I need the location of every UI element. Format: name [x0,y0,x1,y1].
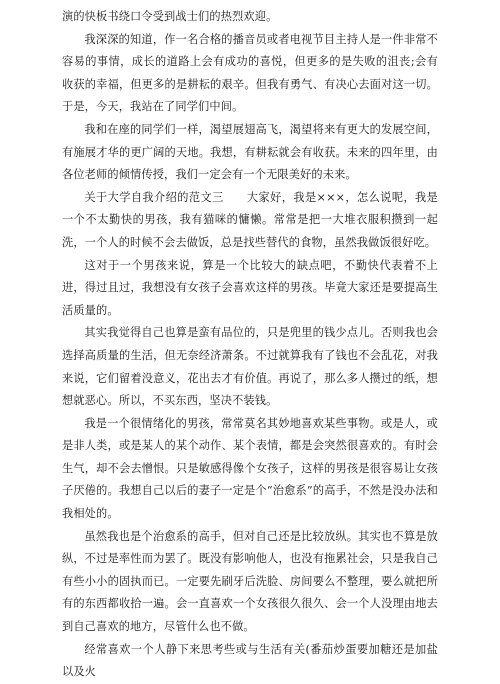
paragraph-6: 其实我觉得自己也算是蛮有品位的，只是兜里的钱少点儿。否则我也会选择高质量的生活，但无奈经济萧条。不过就算我有了钱也不会乱花，对我来说，它们留着没意义，花出去才有价值。再说了，那么多人攒过的纸，想想就恶心。所以，不买东西，坚决不装钱。 [62,326,438,408]
paragraph-3: 我和在座的同学们一样，渴望展翅高飞，渴望将来有更大的发展空间，有施展才华的更广阔的天地。我想，有耕耘就会有收获。未来的四年里，由各位老师的倾情传授，我们一定会有一个无限美好的未来。 [62,122,438,182]
paragraph-7: 我是一个很情绪化的男孩，常常莫名其妙地喜欢某些事物。或是人，或是非人类，或是某人的某个动作、某个表情，都是会突然很喜欢的。有时会生气，却不会去憎恨。只是敏感得像个女孩子，这样的男孩是很容易让女孩子厌倦的。我想自己以后的妻子一定是个“治愈系”的高手，不然是没办法和我相处的。 [62,416,438,521]
paragraph-1: 演的快板书绕口令受到战士们的热烈欢迎。 [62,10,278,23]
paragraph-4: 关于大学自我介绍的范文三 大家好，我是×××，怎么说呢，我是一个不太勤快的男孩，我有猫咪的慵懒。常常是把一大堆衣服积攒到一起洗，一个人的时候不会去做饭，总是找些替代的食物，虽然我做饭很好吃。 [62,190,438,249]
paragraph-5: 这对于一个男孩来说，算是一个比较大的缺点吧，不勤快代表着不上进，得过且过，我想没有女孩子会喜欢这样的男孩。毕竟大家还是要提高生活质量的。 [62,258,438,317]
paragraph-8: 虽然我也是个治愈系的高手，但对自己还是比较放纵。其实也不算是放纵，不过是率性而为罢了。既没有影响他人，也没有拖累社会，只是我自己有些小小的固执而已。一定要先刷牙后洗脸、房间要么不整理，要么就把所有的东西都收拾一遍。会一直喜欢一个女孩很久很久、会一个人没理由地去到自己喜欢的地方，尽管什么也不做。 [62,529,438,634]
paragraph-2: 我深深的知道，作一名合格的播音员或者电视节目主持人是一件非常不容易的事情，成长的道路上会有成功的喜悦，但更多的是失败的沮丧;会有收获的幸福，但更多的是耕耘的艰辛。但我有勇气、有决心去面对这一切。于是，今天，我站在了同学们中间。 [62,32,438,114]
paragraph-9: 经常喜欢一个人静下来思考些或与生活有关(番茄炒蛋要加糖还是加盐以及火 [62,642,438,679]
